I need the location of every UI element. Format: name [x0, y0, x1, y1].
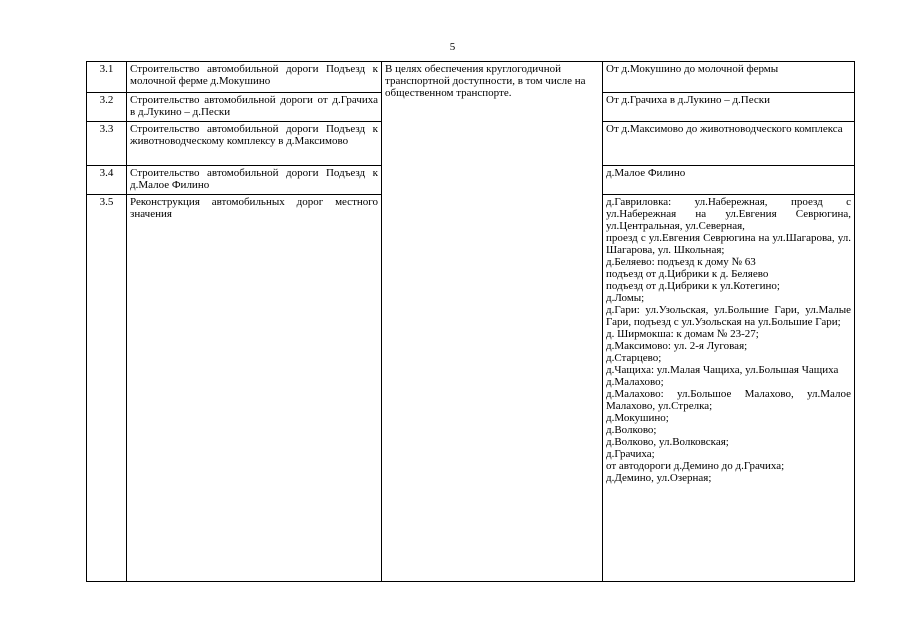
- location-line: д.Грачиха;: [606, 448, 655, 460]
- location-line: д.Волково;: [606, 424, 657, 436]
- location-line: От д.Максимово до животноводческого комплекса: [606, 123, 843, 135]
- object-location: [603, 62, 855, 93]
- location-line: От д.Грачиха в д.Лукино – д.Пески: [606, 94, 771, 106]
- location-line: д.Гавриловка: ул.Набережная, проезд с ул.Набережная на ул.Евгения Севрюгина, ул.Центральная, ул.Северная,: [606, 196, 851, 232]
- row-number: 3.3: [87, 122, 127, 166]
- location-line: проезд с ул.Евгения Севрюгина на ул.Шагарова, ул. Шагарова, ул. Школьная;: [606, 232, 851, 256]
- location-line: д.Ломы;: [606, 292, 645, 304]
- table-row: [87, 62, 855, 93]
- object-name: Реконструкция автомобильных дорог местного значения: [127, 195, 382, 582]
- object-location: [603, 122, 855, 166]
- location-line: От д.Мокушино до молочной фермы: [606, 63, 779, 75]
- page-number: 5: [449, 41, 456, 53]
- location-line: д.Максимово: ул. 2-я Луговая;: [606, 340, 748, 352]
- location-line: д. Ширмокша: к домам № 23-27;: [606, 328, 759, 340]
- object-name: Строительство автомобильной дороги Подъезд к животноводческому комплексу в д.Максимово: [127, 122, 382, 166]
- location-line: д.Чащиха: ул.Малая Чащиха, ул.Большая Чащиха: [606, 364, 839, 376]
- object-location: [603, 166, 855, 195]
- object-name: Строительство автомобильной дороги Подъезд к д.Малое Филино: [127, 166, 382, 195]
- location-line: д.Беляево: подъезд к дому № 63: [606, 256, 756, 268]
- location-line: д.Гари: ул.Узольская, ул.Большие Гари, ул.Малые Гари, подъезд с ул.Узольская на ул.Большие Гари;: [606, 304, 851, 328]
- location-line: д.Старцево;: [606, 352, 662, 364]
- row-number: 3.5: [87, 195, 127, 582]
- purpose-cell: В целях обеспечения круглогодичной транспортной доступности, в том числе на общественном транспорте.: [382, 62, 603, 582]
- location-line: д.Мокушино;: [606, 412, 669, 424]
- location-line: д.Малахово: ул.Большое Малахово, ул.Малое Малахово, ул.Стрелка;: [606, 388, 851, 412]
- object-location: [603, 195, 855, 582]
- location-line: подъезд от д.Цибрики к ул.Котегино;: [606, 280, 780, 292]
- location-line: подъезд от д.Цибрики к д. Беляево: [606, 268, 769, 280]
- location-line: от автодороги д.Демино до д.Грачиха;: [606, 460, 785, 472]
- row-number: 3.2: [87, 93, 127, 122]
- row-number: 3.4: [87, 166, 127, 195]
- object-name: Строительство автомобильной дороги Подъезд к молочной ферме д.Мокушино: [127, 62, 382, 93]
- road-construction-table: [86, 61, 855, 582]
- row-number: 3.1: [87, 62, 127, 93]
- object-location: [603, 93, 855, 122]
- location-line: д.Малахово;: [606, 376, 664, 388]
- location-line: д.Малое Филино: [606, 167, 686, 179]
- location-line: д.Волково, ул.Волковская;: [606, 436, 729, 448]
- object-name: Строительство автомобильной дороги от д.Грачиха в д.Лукино – д.Пески: [127, 93, 382, 122]
- location-line: д.Демино, ул.Озерная;: [606, 472, 712, 484]
